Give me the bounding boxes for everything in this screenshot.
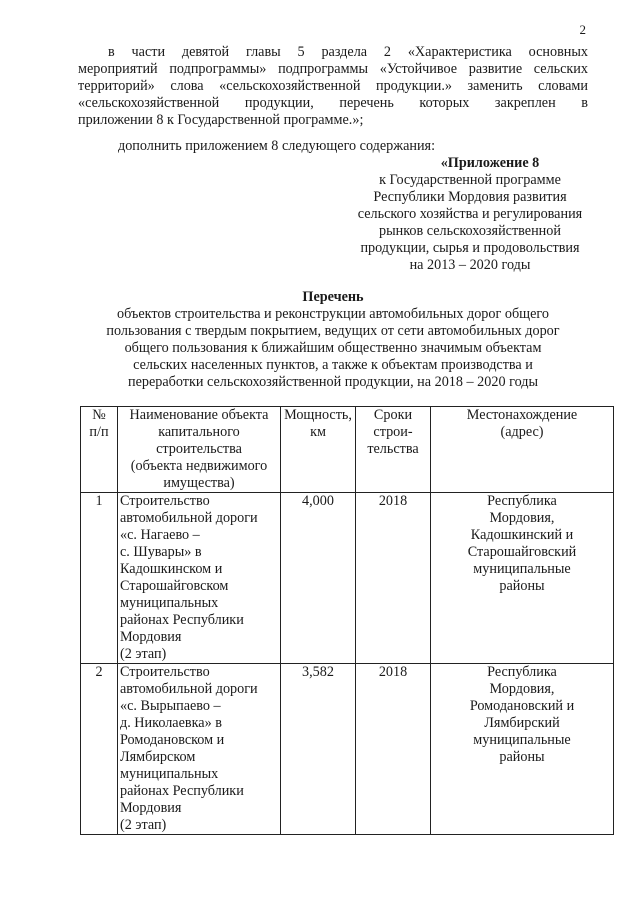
header-term: [356, 407, 431, 493]
header-text: №: [92, 407, 106, 423]
row-term: 2018: [356, 493, 431, 664]
list-title: Перечень: [302, 289, 364, 305]
appendix-line: к Государственной программе: [379, 172, 561, 188]
header-text: капитального: [158, 424, 240, 440]
appendix-header: [330, 155, 610, 274]
header-num: [81, 407, 118, 493]
header-text: (объекта недвижимого: [130, 458, 268, 474]
name-line: районах Республики: [120, 783, 244, 799]
header-text: Наименование объекта: [129, 407, 269, 423]
header-text: Сроки: [373, 407, 413, 423]
appendix-heading: «Приложение 8: [440, 155, 540, 171]
header-text: п/п: [89, 424, 109, 440]
location-line: Республика: [487, 664, 557, 680]
row-term: 2018: [356, 664, 431, 835]
list-subtitle-line: переработки сельскохозяйственной продукции, на 2018 – 2020 годы: [127, 374, 539, 390]
name-line: «с. Нагаево –: [120, 527, 200, 543]
appendix-line: Республики Мордовия развития: [373, 189, 567, 205]
list-subtitle-line: объектов строительства и реконструкции автомобильных дорог общего: [117, 306, 549, 322]
location-line: Республика: [487, 493, 557, 509]
row-location: [431, 664, 614, 835]
row-name: [118, 664, 281, 835]
intro-line: приложении 8 к Государственной программе.»;: [78, 112, 364, 128]
name-line: Лямбирском: [120, 749, 196, 765]
location-line: районы: [499, 578, 545, 594]
table-row: [81, 664, 614, 835]
intro-line: территорий» слова «сельскохозяйственной продукции.» заменить словами: [78, 78, 588, 94]
name-line: Строительство: [120, 664, 210, 680]
name-line: Мордовия: [120, 629, 182, 645]
table-row: [81, 493, 614, 664]
name-line: Строительство: [120, 493, 210, 509]
header-text: строи-: [373, 424, 413, 440]
header-text: имущества): [163, 475, 235, 491]
name-line: районах Республики: [120, 612, 244, 628]
appendix-line: рынков сельскохозяйственной: [379, 223, 561, 239]
location-line: Кадошкинский и: [470, 527, 574, 543]
header-text: (адрес): [500, 424, 544, 440]
location-line: Старошайговский: [467, 544, 577, 560]
name-line: д. Николаевка» в: [120, 715, 222, 731]
location-line: муниципальные: [473, 732, 571, 748]
header-text: строительства: [156, 441, 242, 457]
list-subtitle-line: общего пользования к ближайшим общественно значимым объектам: [124, 340, 542, 356]
location-line: Ромодановский и: [469, 698, 575, 714]
row-location: [431, 493, 614, 664]
location-line: муниципальные: [473, 561, 571, 577]
intro-line: «сельскохозяйственной продукции, перечень которых закреплен в: [78, 95, 588, 111]
name-line: (2 этап): [120, 817, 167, 833]
location-line: Мордовия,: [489, 681, 555, 697]
row-name: [118, 493, 281, 664]
add-appendix-line: дополнить приложением 8 следующего содержания:: [118, 138, 436, 154]
list-heading: [78, 289, 588, 391]
header-text: км: [310, 424, 326, 440]
row-number: 1: [81, 493, 118, 664]
header-location: [431, 407, 614, 493]
name-line: автомобильной дороги: [120, 510, 258, 526]
location-line: районы: [499, 749, 545, 765]
name-line: Ромодановском и: [120, 732, 225, 748]
row-power: 3,582: [281, 664, 356, 835]
intro-line: мероприятий подпрограммы» подпрограммы «Устойчивое развитие сельских: [78, 61, 588, 77]
intro-paragraph: [78, 44, 588, 129]
page-number: 2: [579, 22, 586, 37]
intro-line: в части девятой главы 5 раздела 2 «Характеристика основных: [108, 44, 588, 60]
location-line: Мордовия,: [489, 510, 555, 526]
header-power: [281, 407, 356, 493]
name-line: Мордовия: [120, 800, 182, 816]
name-line: Кадошкинском и: [120, 561, 223, 577]
header-text: Местонахождение: [466, 407, 578, 423]
name-line: с. Шувары» в: [120, 544, 202, 560]
appendix-line: продукции, сырья и продовольствия: [360, 240, 580, 256]
row-power: 4,000: [281, 493, 356, 664]
name-line: (2 этап): [120, 646, 167, 662]
appendix-line: сельского хозяйства и регулирования: [357, 206, 583, 222]
header-text: тельства: [367, 441, 419, 457]
appendix-line: на 2013 – 2020 годы: [409, 257, 531, 273]
location-line: Лямбирский: [484, 715, 560, 731]
header-name: [118, 407, 281, 493]
name-line: «с. Вырыпаево –: [120, 698, 221, 714]
header-text: Мощность,: [284, 407, 352, 423]
table-header-row: [81, 407, 614, 493]
name-line: муниципальных: [120, 595, 219, 611]
name-line: Старошайговском: [120, 578, 229, 594]
row-number: 2: [81, 664, 118, 835]
list-subtitle-line: сельских населенных пунктов, а также к объектам производства и: [133, 357, 533, 373]
name-line: автомобильной дороги: [120, 681, 258, 697]
objects-table: [80, 406, 614, 835]
name-line: муниципальных: [120, 766, 219, 782]
list-subtitle-line: пользования с твердым покрытием, ведущих от сети автомобильных дорог: [106, 323, 560, 339]
